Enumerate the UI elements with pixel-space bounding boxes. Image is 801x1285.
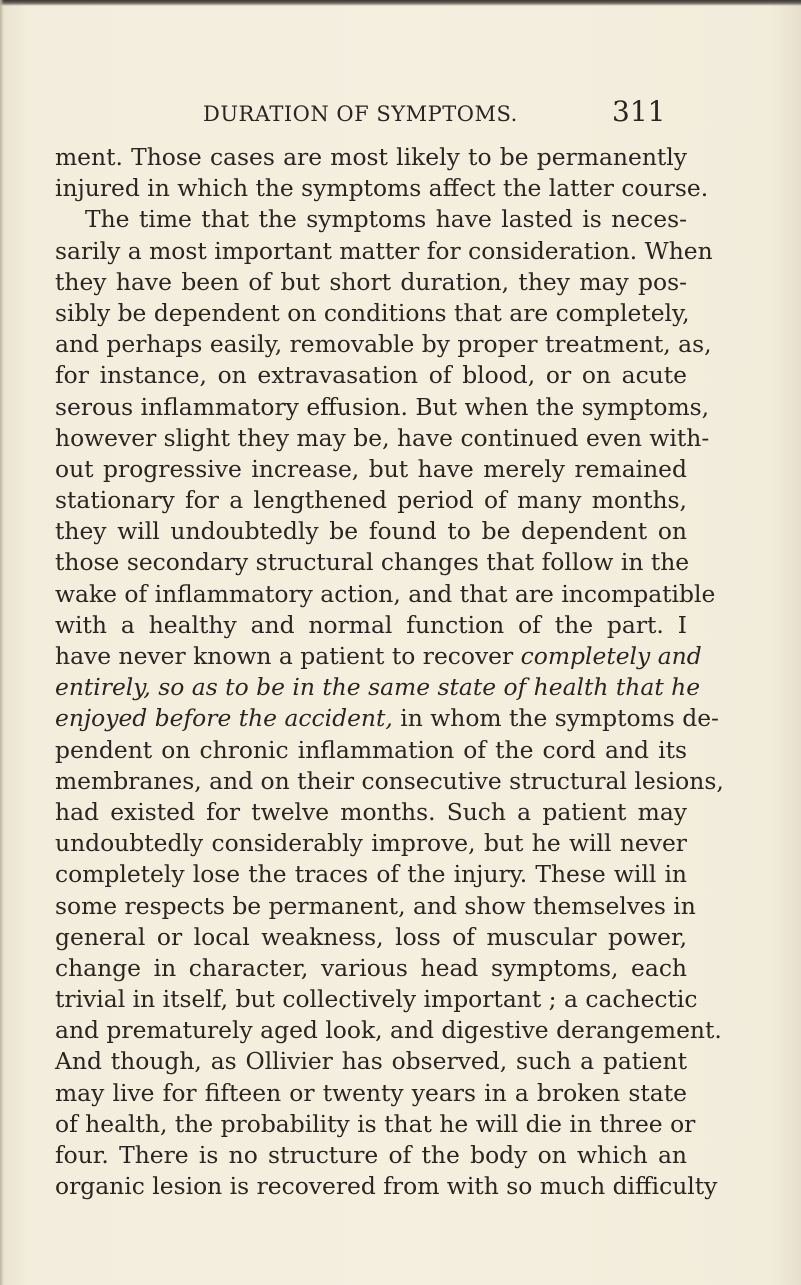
italic-segment: enjoyed before the accident, xyxy=(55,704,393,733)
text-line: organic lesion is recovered from with so much difficulty xyxy=(55,1172,718,1201)
text-line: pendent on chronic inflammation of the cord and its xyxy=(55,735,687,764)
text-line: wake of inflammatory action, and that are incompatible xyxy=(55,579,716,608)
text-line: And though, as Ollivier has observed, such a patient xyxy=(55,1047,687,1076)
text-line-italic xyxy=(55,672,701,703)
text-line: they have been of but short duration, they may pos- xyxy=(55,267,687,296)
text-segment: have never known a patient to recover xyxy=(55,642,521,670)
text-line: membranes, and on their consecutive structural lesions, xyxy=(55,766,724,795)
text-line: sibly be dependent on conditions that are completely, xyxy=(55,298,690,327)
text-line: with a healthy and normal function of the part. I xyxy=(55,610,687,639)
page-number: 311 xyxy=(612,95,666,128)
text-line: change in character, various head symptoms, each xyxy=(55,953,687,982)
body-text xyxy=(55,142,724,1202)
text-line: out progressive increase, but have merely remained xyxy=(55,454,687,483)
text-line: and perhaps easily, removable by proper treatment, as, xyxy=(55,330,712,359)
paragraph-first-line: The time that the symptoms have lasted is neces- xyxy=(85,205,687,234)
text-line: some respects be permanent, and show themselves in xyxy=(55,891,696,920)
text-line: completely lose the traces of the injury. These will in xyxy=(55,860,687,889)
gutter-shadow xyxy=(0,0,4,1285)
text-line: trivial in itself, but collectively important ; a cachectic xyxy=(55,985,698,1014)
text-line: for instance, on extravasation of blood, or on acute xyxy=(55,361,687,390)
text-line: general or local weakness, loss of muscular power, xyxy=(55,922,687,951)
text-line: may live for fifteen or twenty years in a broken state xyxy=(55,1078,687,1107)
text-line: however slight they may be, have continued even with- xyxy=(55,423,710,452)
italic-segment: completely and xyxy=(520,642,702,670)
text-line: and prematurely aged look, and digestive derangement. xyxy=(55,1016,722,1045)
text-line-mixed xyxy=(55,641,702,672)
text-line: ment. Those cases are most likely to be permanently xyxy=(55,143,687,171)
text-line: those secondary structural changes that follow in the xyxy=(55,548,690,577)
text-line: sarily a most important matter for consideration. When xyxy=(55,236,713,265)
text-line: stationary for a lengthened period of many months, xyxy=(55,486,687,515)
text-line-mixed xyxy=(55,703,719,734)
running-title: DURATION OF SYMPTOMS. xyxy=(203,102,518,126)
page-top-edge xyxy=(0,0,801,6)
text-segment: in whom the symptoms de- xyxy=(392,704,719,733)
text-line: serous inflammatory effusion. But when the symptoms, xyxy=(55,392,710,421)
italic-segment: entirely, so as to be in the same state of health that he xyxy=(55,673,701,702)
text-line: injured in which the symptoms affect the latter course. xyxy=(55,174,709,203)
text-line: they will undoubtedly be found to be dependent on xyxy=(55,517,687,546)
text-line: of health, the probability is that he will die in three or xyxy=(55,1109,696,1138)
text-line: had existed for twelve months. Such a patient may xyxy=(55,797,687,826)
text-line: undoubtedly considerably improve, but he will never xyxy=(55,829,687,858)
text-line: four. There is no structure of the body on which an xyxy=(55,1141,687,1169)
